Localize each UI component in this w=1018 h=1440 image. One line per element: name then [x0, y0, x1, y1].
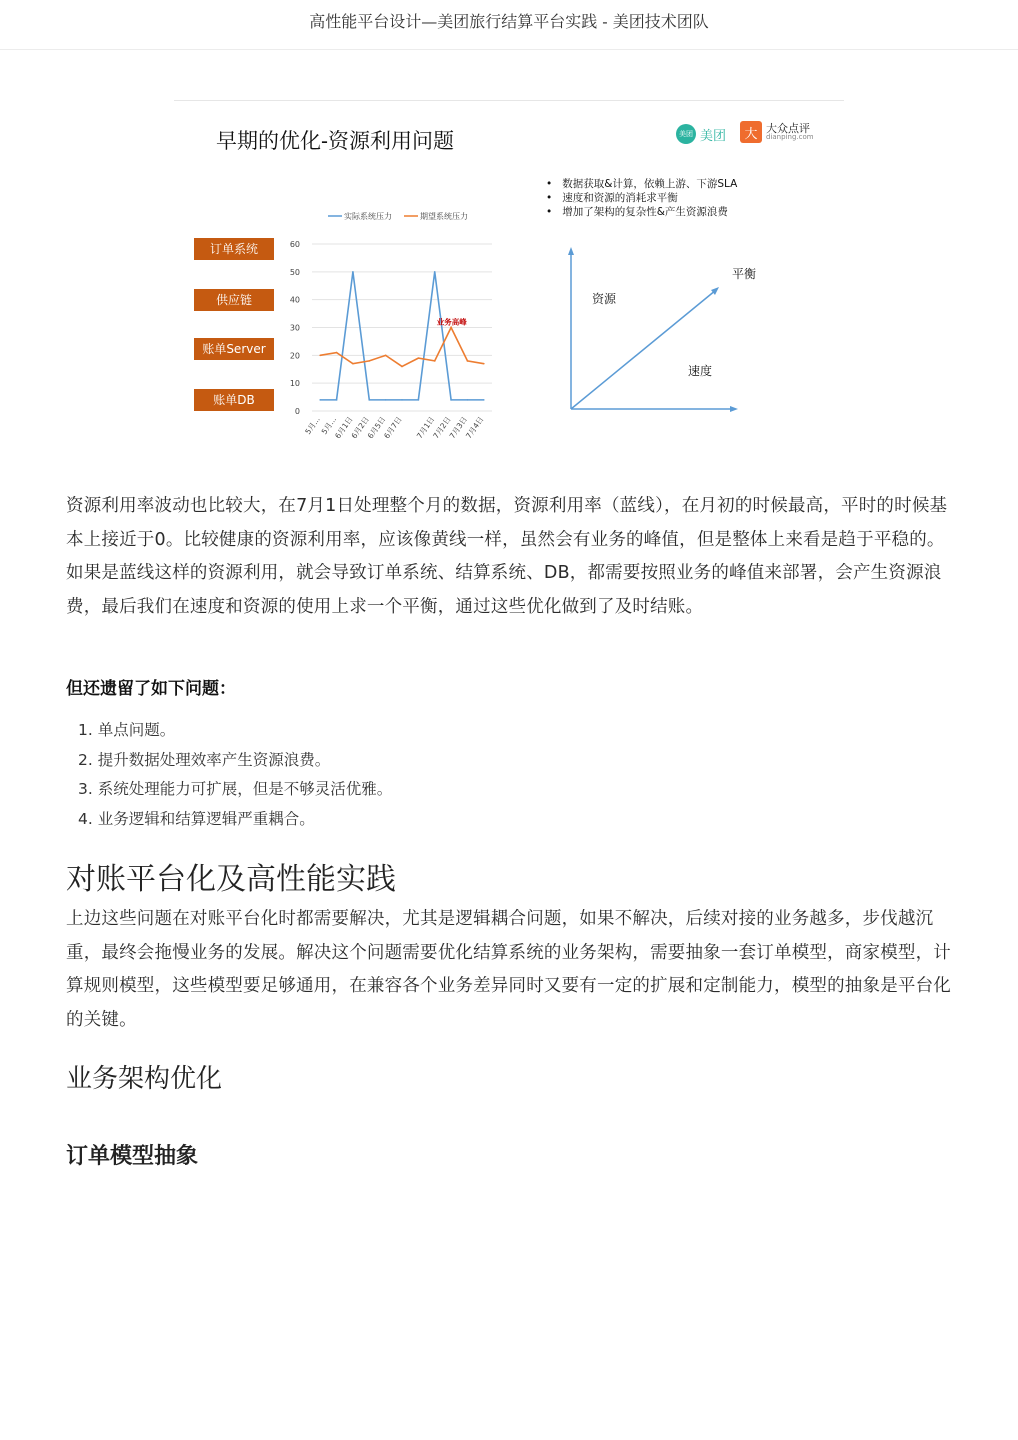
chart-y-tick-label: 40 [289, 295, 300, 305]
chart-data-point [434, 271, 436, 273]
list-item: 4. 业务逻辑和结算逻辑严重耦合。 [78, 809, 315, 828]
slide-bullet: • 数据获取&计算，依赖上游、下游SLA [546, 177, 737, 191]
chart-y-tick-label: 10 [289, 379, 300, 389]
chart-data-point [450, 327, 452, 329]
issues-heading: 但还遗留了如下问题： [66, 679, 236, 699]
chart-data-point [418, 399, 420, 401]
chart-data-point [319, 355, 321, 357]
tradeoff-x-label: 速度 [688, 364, 713, 378]
chart-data-point [483, 399, 485, 401]
chart-legend-label: 期望系统压力 [420, 212, 468, 221]
side-tag: 供应链 [194, 289, 274, 311]
subsubsection-heading: 订单模型抽象 [66, 1144, 199, 1169]
chart-data-point [385, 399, 387, 401]
tradeoff-y-label: 资源 [592, 292, 617, 306]
slide-title: 早期的优化-资源利用问题 [216, 130, 454, 153]
slide-image [174, 100, 844, 446]
slide-bullet: • 增加了架构的复杂性&产生资源浪费 [546, 205, 737, 219]
side-tag: 订单系统 [194, 238, 274, 260]
chart-x-tick-label: 7月3日 [447, 414, 470, 441]
chart-data-point [434, 360, 436, 362]
arrow-right-icon [730, 406, 738, 412]
chart-x-tick-label: 6月2日 [349, 414, 371, 441]
chart-data-point [401, 399, 403, 401]
list-item: 1. 单点问题。 [78, 721, 176, 739]
chart-y-tick-label: 0 [294, 407, 300, 416]
chart-data-point [467, 360, 469, 362]
paragraph-resource-utilization: 资源利用率波动也比较大，在7月1日处理整个月的数据，资源利用率（蓝线），在月初的时候最高，平时的时候基本上接近于0。比较健康的资源利用率，应该像黄线一样，虽然会有业务的峰值，但是整体上来看是趋于平稳的。如果是蓝线这样的资源利用，就会导致订单系统、结算系统、DB，都需要按照业务的峰值来部署，会产生资源浪费，最后我们在速度和资源的使用上求一个平衡，通过这些优化做到了及时结账。 [66, 496, 948, 617]
chart-x-tick-label: 5月... [303, 414, 322, 437]
line-chart [290, 211, 492, 440]
dianping-logo-subtext: dianping.com [766, 133, 814, 141]
chart-data-point [368, 399, 370, 401]
chart-data-point [483, 363, 485, 365]
dianping-logo-icon: 大 [740, 121, 762, 143]
page-header-title: 高性能平台设计—美团旅行结算平台实践 - 美团技术团队 [309, 12, 709, 31]
chart-data-point [368, 360, 370, 362]
slide-chart [174, 101, 844, 446]
chart-x-tick-label: 7月4日 [464, 414, 486, 441]
chart-data-point [467, 399, 469, 401]
chart-x-tick-label: 6月5日 [365, 414, 388, 441]
tradeoff-balance-line [571, 290, 716, 409]
dianping-logo-text: 大众点评 [766, 122, 810, 135]
chart-data-point [385, 355, 387, 357]
meituan-logo-icon: 美团 [676, 124, 696, 144]
chart-y-tick-label: 50 [289, 267, 300, 277]
tradeoff-line-label: 平衡 [732, 267, 757, 281]
arrow-up-icon [568, 247, 574, 255]
subsection-heading: 业务架构优化 [66, 1064, 223, 1094]
chart-data-point [336, 352, 338, 354]
chart-data-point [352, 363, 354, 365]
chart-data-point [319, 399, 321, 401]
list-item: 2. 提升数据处理效率产生资源浪费。 [78, 750, 331, 769]
paragraph-platform: 上边这些问题在对账平台化时都需要解决，尤其是逻辑耦合问题，如果不解决，后续对接的业务越多，步伐越沉重，最终会拖慢业务的发展。解决这个问题需要优化结算系统的业务架构，需要抽象一套订单模型，商家模型，计算规则模型，这些模型要足够通用，在兼容各个业务差异同时又要有一定的扩展和定制能力，模型的抽象是平台化的关键。 [66, 909, 951, 1030]
meituan-logo-text: 美团 [700, 128, 727, 144]
side-tag: 账单Server [194, 338, 274, 360]
chart-x-tick-label: 6月1日 [333, 414, 355, 441]
chart-data-point [352, 271, 354, 273]
chart-data-point [401, 366, 403, 368]
chart-y-tick-label: 20 [289, 351, 300, 361]
issues-list [78, 716, 392, 834]
chart-data-point [418, 357, 420, 359]
chart-annotation: 业务高峰 [436, 317, 467, 327]
tradeoff-diagram [568, 247, 756, 412]
chart-series-line [320, 272, 484, 400]
chart-x-tick-label: 6月7日 [382, 414, 404, 441]
page-header [0, 0, 1018, 50]
chart-legend-label: 实际系统压力 [344, 212, 392, 221]
side-tag: 账单DB [194, 389, 274, 411]
list-item: 3. 系统处理能力可扩展，但是不够灵活优雅。 [78, 780, 393, 798]
chart-x-tick-label: 7月1日 [414, 414, 437, 441]
chart-data-point [450, 399, 452, 401]
section-heading: 对账平台化及高性能实践 [66, 862, 396, 897]
chart-x-tick-label: 7月2日 [431, 414, 453, 441]
chart-data-point [336, 399, 338, 401]
slide-bullet: • 速度和资源的消耗求平衡 [546, 191, 737, 205]
chart-y-tick-label: 60 [289, 240, 300, 249]
chart-x-tick-label: 5月... [319, 414, 339, 437]
chart-y-tick-label: 30 [289, 323, 300, 333]
